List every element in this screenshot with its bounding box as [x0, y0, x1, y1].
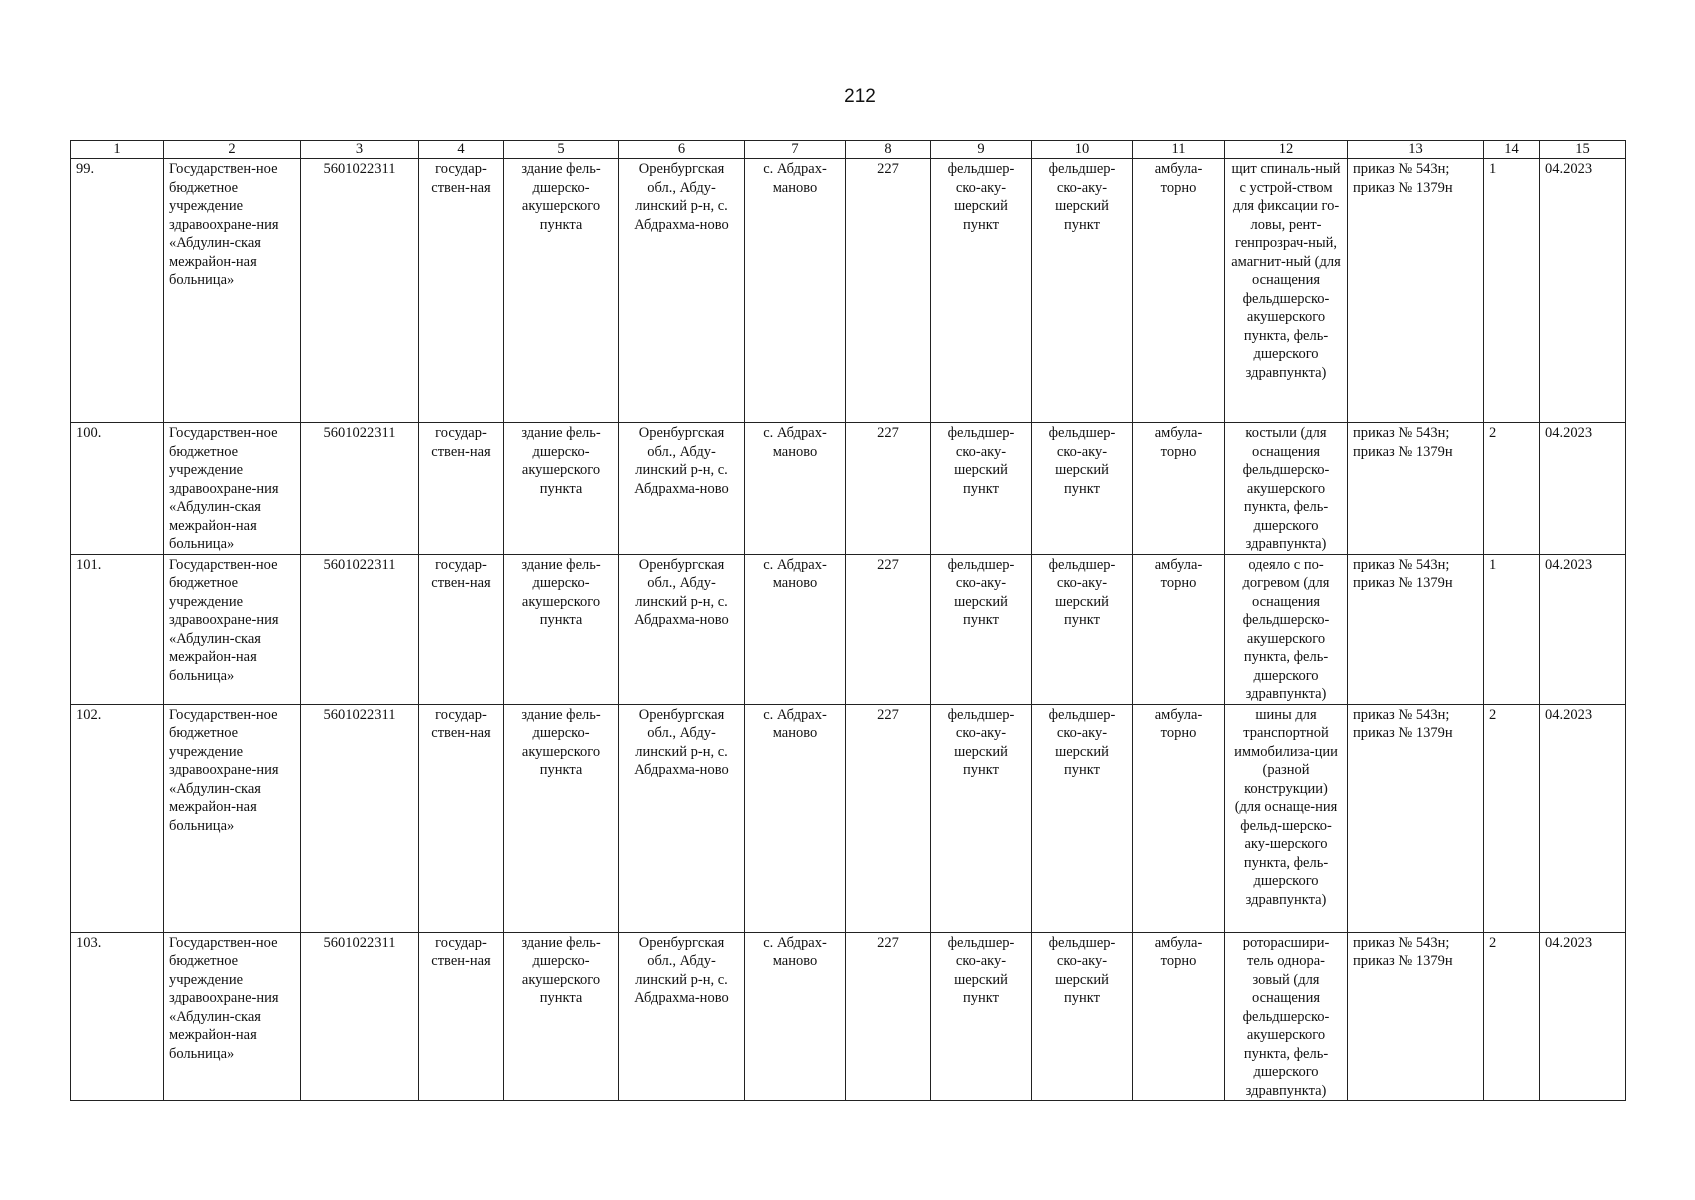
inn-cell: 5601022311	[301, 932, 419, 1101]
building-cell: здание фель-дшерско-акушерского пункта	[504, 423, 619, 555]
settlement-cell: с. Абдрах-маново	[745, 704, 846, 932]
order-cell: приказ № 543н; приказ № 1379н	[1348, 423, 1484, 555]
ownership-cell: государ-ствен-ная	[419, 932, 504, 1101]
column-header: 6	[619, 141, 745, 159]
settlement-cell: с. Абдрах-маново	[745, 159, 846, 423]
date-cell: 04.2023	[1540, 554, 1626, 704]
code-cell: 227	[846, 932, 931, 1101]
unit-name-cell: фельдшер-ско-аку-шерский пункт	[1032, 554, 1133, 704]
organization-cell: Государствен-ное бюджетное учреждение здравоохране-ния «Абдулин-ская межрайон-ная больница»	[164, 423, 301, 555]
address-cell: Оренбургская обл., Абду-линский р-н, с. Абдрахма-ново	[619, 159, 745, 423]
order-cell: приказ № 543н; приказ № 1379н	[1348, 932, 1484, 1101]
unit-type-cell: фельдшер-ско-аку-шерский пункт	[931, 932, 1032, 1101]
row-number-cell: 100.	[71, 423, 164, 555]
table-row	[71, 423, 1626, 555]
date-cell: 04.2023	[1540, 932, 1626, 1101]
row-number-cell: 102.	[71, 704, 164, 932]
inn-cell: 5601022311	[301, 423, 419, 555]
column-header: 9	[931, 141, 1032, 159]
unit-name-cell: фельдшер-ско-аку-шерский пункт	[1032, 423, 1133, 555]
column-header: 1	[71, 141, 164, 159]
column-header: 11	[1133, 141, 1225, 159]
column-header: 8	[846, 141, 931, 159]
unit-type-cell: фельдшер-ско-аку-шерский пункт	[931, 554, 1032, 704]
settlement-cell: с. Абдрах-маново	[745, 423, 846, 555]
organization-cell: Государствен-ное бюджетное учреждение здравоохране-ния «Абдулин-ская межрайон-ная больница»	[164, 932, 301, 1101]
equipment-cell: щит спиналь-ный с устрой-ством для фиксации го-ловы, рент-генпрозрач-ный, амагнит-ный (для оснащения фельдшерско-акушерского пункта, фель-дшерского здравпункта)	[1225, 159, 1348, 423]
settlement-cell: с. Абдрах-маново	[745, 932, 846, 1101]
building-cell: здание фель-дшерско-акушерского пункта	[504, 932, 619, 1101]
address-cell: Оренбургская обл., Абду-линский р-н, с. Абдрахма-ново	[619, 704, 745, 932]
unit-name-cell: фельдшер-ско-аку-шерский пункт	[1032, 159, 1133, 423]
ownership-cell: государ-ствен-ная	[419, 554, 504, 704]
date-cell: 04.2023	[1540, 704, 1626, 932]
table-row	[71, 554, 1626, 704]
code-cell: 227	[846, 159, 931, 423]
column-header: 13	[1348, 141, 1484, 159]
code-cell: 227	[846, 704, 931, 932]
ownership-cell: государ-ствен-ная	[419, 423, 504, 555]
order-cell: приказ № 543н; приказ № 1379н	[1348, 159, 1484, 423]
column-header: 14	[1484, 141, 1540, 159]
organization-cell: Государствен-ное бюджетное учреждение здравоохране-ния «Абдулин-ская межрайон-ная больница»	[164, 159, 301, 423]
row-number-cell: 99.	[71, 159, 164, 423]
code-cell: 227	[846, 554, 931, 704]
column-header: 12	[1225, 141, 1348, 159]
order-cell: приказ № 543н; приказ № 1379н	[1348, 704, 1484, 932]
table-row	[71, 932, 1626, 1101]
equipment-cell: шины для транспортной иммобилиза-ции (разной конструкции) (для оснаще-ния фельд-шерско-аку-шерского пункта, фель-дшерского здравпункта)	[1225, 704, 1348, 932]
equipment-register-table	[70, 140, 1626, 1101]
table-row	[71, 704, 1626, 932]
row-number-cell: 101.	[71, 554, 164, 704]
quantity-cell: 1	[1484, 159, 1540, 423]
unit-name-cell: фельдшер-ско-аку-шерский пункт	[1032, 704, 1133, 932]
inn-cell: 5601022311	[301, 554, 419, 704]
column-header: 3	[301, 141, 419, 159]
building-cell: здание фель-дшерско-акушерского пункта	[504, 704, 619, 932]
equipment-cell: роторасшири-тель однора-зовый (для оснащения фельдшерско-акушерского пункта, фель-дшерского здравпункта)	[1225, 932, 1348, 1101]
column-header: 15	[1540, 141, 1626, 159]
column-header: 4	[419, 141, 504, 159]
care-form-cell: амбула-торно	[1133, 423, 1225, 555]
equipment-cell: одеяло с по-догревом (для оснащения фельдшерско-акушерского пункта, фель-дшерского здравпункта)	[1225, 554, 1348, 704]
care-form-cell: амбула-торно	[1133, 704, 1225, 932]
unit-type-cell: фельдшер-ско-аку-шерский пункт	[931, 704, 1032, 932]
quantity-cell: 1	[1484, 554, 1540, 704]
column-header: 2	[164, 141, 301, 159]
unit-name-cell: фельдшер-ско-аку-шерский пункт	[1032, 932, 1133, 1101]
unit-type-cell: фельдшер-ско-аку-шерский пункт	[931, 159, 1032, 423]
building-cell: здание фель-дшерско-акушерского пункта	[504, 159, 619, 423]
quantity-cell: 2	[1484, 932, 1540, 1101]
row-number-cell: 103.	[71, 932, 164, 1101]
inn-cell: 5601022311	[301, 159, 419, 423]
address-cell: Оренбургская обл., Абду-линский р-н, с. Абдрахма-ново	[619, 932, 745, 1101]
organization-cell: Государствен-ное бюджетное учреждение здравоохране-ния «Абдулин-ская межрайон-ная больница»	[164, 704, 301, 932]
quantity-cell: 2	[1484, 423, 1540, 555]
date-cell: 04.2023	[1540, 159, 1626, 423]
ownership-cell: государ-ствен-ная	[419, 704, 504, 932]
care-form-cell: амбула-торно	[1133, 554, 1225, 704]
column-header: 10	[1032, 141, 1133, 159]
address-cell: Оренбургская обл., Абду-линский р-н, с. Абдрахма-ново	[619, 554, 745, 704]
column-header: 5	[504, 141, 619, 159]
quantity-cell: 2	[1484, 704, 1540, 932]
equipment-cell: костыли (для оснащения фельдшерско-акушерского пункта, фель-дшерского здравпункта)	[1225, 423, 1348, 555]
address-cell: Оренбургская обл., Абду-линский р-н, с. Абдрахма-ново	[619, 423, 745, 555]
building-cell: здание фель-дшерско-акушерского пункта	[504, 554, 619, 704]
order-cell: приказ № 543н; приказ № 1379н	[1348, 554, 1484, 704]
organization-cell: Государствен-ное бюджетное учреждение здравоохране-ния «Абдулин-ская межрайон-ная больница»	[164, 554, 301, 704]
care-form-cell: амбула-торно	[1133, 159, 1225, 423]
care-form-cell: амбула-торно	[1133, 932, 1225, 1101]
column-number-header-row	[71, 141, 1626, 159]
inn-cell: 5601022311	[301, 704, 419, 932]
column-header: 7	[745, 141, 846, 159]
page-number: 212	[844, 86, 876, 107]
code-cell: 227	[846, 423, 931, 555]
date-cell: 04.2023	[1540, 423, 1626, 555]
settlement-cell: с. Абдрах-маново	[745, 554, 846, 704]
table-row	[71, 159, 1626, 423]
unit-type-cell: фельдшер-ско-аку-шерский пункт	[931, 423, 1032, 555]
ownership-cell: государ-ствен-ная	[419, 159, 504, 423]
